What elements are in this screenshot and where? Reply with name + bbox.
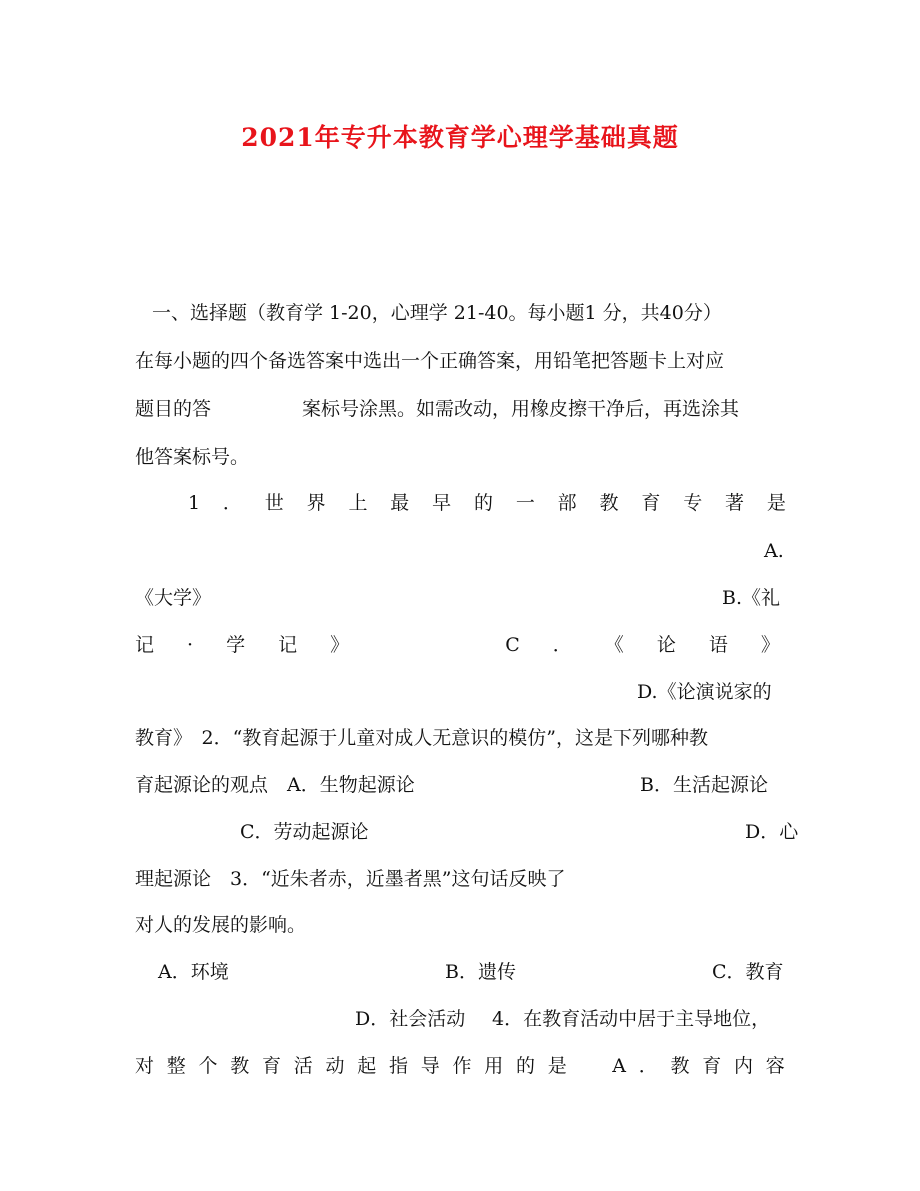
q1-option-a-label: A. — [764, 540, 784, 562]
q1-char: 部 — [557, 492, 577, 514]
section-instructions-line-4: 他答案标号。 — [135, 446, 250, 468]
q1-opt-char: 记 — [135, 634, 155, 656]
q4-char: 对 — [135, 1055, 155, 1077]
section-instructions-line-3a: 题目的答 — [135, 398, 212, 420]
q1-char: 最 — [390, 492, 410, 514]
q1-char: 是 — [766, 492, 786, 514]
q4-char: 的 — [516, 1055, 536, 1077]
q4-char: ． — [638, 1055, 658, 1077]
spacer — [382, 632, 472, 658]
q1-opt-char: 《 — [604, 634, 624, 656]
q4-char: 内 — [733, 1055, 753, 1077]
q4-char: 整 — [166, 1055, 186, 1077]
q1-opt-char: 》 — [330, 634, 350, 656]
q4-char: 容 — [765, 1055, 785, 1077]
q4-char: 起 — [357, 1055, 377, 1077]
section-instructions-line-3b: 案标号涂黑。如需改动，用橡皮擦干净后，再选涂其 — [302, 398, 740, 420]
q4-line-1: 4．在教育活动中居于主导地位， — [492, 1008, 771, 1030]
q1-char: 上 — [348, 492, 368, 514]
q1-char: 世 — [264, 492, 284, 514]
q1-char: 育 — [641, 492, 661, 514]
q1-opt-char: ． — [552, 634, 572, 656]
document-title: 2021年专升本教育学心理学基础真题 — [241, 123, 679, 152]
q2-line-2a: 育起源论的观点 A．生物起源论 — [135, 774, 415, 796]
section-instructions-line-2: 在每小题的四个备选答案中选出一个正确答案，用铅笔把答题卡上对应 — [135, 350, 725, 372]
q1-option-a-text: 《大学》 — [135, 587, 212, 609]
question-1-stem — [188, 490, 786, 516]
q4-char: 教 — [230, 1055, 250, 1077]
q4-char: 是 — [547, 1055, 567, 1077]
q4-char: 教 — [670, 1055, 690, 1077]
q4-char: 用 — [484, 1055, 504, 1077]
q3-option-c: C．教育 — [712, 961, 784, 983]
q1-option-b-start: B.《礼 — [722, 587, 781, 609]
q1-option-d-start: D.《论演说家的 — [637, 681, 772, 703]
q4-char: 指 — [389, 1055, 409, 1077]
q1-char: 一 — [515, 492, 535, 514]
q1-char: 界 — [306, 492, 326, 514]
q4-char: 活 — [293, 1055, 313, 1077]
q4-char: A — [612, 1055, 626, 1077]
q3-line-2: 对人的发展的影响。 — [135, 914, 307, 936]
q1-opt-char: 记 — [278, 634, 298, 656]
q2-option-d-start: D．心 — [745, 821, 799, 843]
q1-char: 专 — [683, 492, 703, 514]
q4-char: 个 — [198, 1055, 218, 1077]
q1-opt-char: 》 — [760, 634, 780, 656]
q1-char: 早 — [432, 492, 452, 514]
q3-line-1: 理起源论 3．“近朱者赤，近墨者黑”这句话反映了 — [135, 868, 566, 890]
q1-opt-char: · — [187, 634, 194, 656]
q1-opt-char: C — [505, 634, 520, 656]
q1-char: 著 — [725, 492, 745, 514]
q4-char: 育 — [262, 1055, 282, 1077]
q1-char: 教 — [599, 492, 619, 514]
q3-option-a: A．环境 — [158, 961, 229, 983]
q1-char: 1 — [188, 492, 201, 514]
q2-line-1: 教育》 2．“教育起源于儿童对成人无意识的模仿”，这是下列哪种教 — [135, 727, 709, 749]
q4-char: 作 — [452, 1055, 472, 1077]
q4-char: 导 — [420, 1055, 440, 1077]
q3-option-d: D．社会活动 — [355, 1008, 466, 1030]
q1-opt-char: 语 — [708, 634, 728, 656]
q4-line-2 — [135, 1053, 785, 1079]
q1-opt-char: 学 — [226, 634, 246, 656]
q1-char: 的 — [473, 492, 493, 514]
spacer — [580, 1053, 600, 1079]
q1-opt-char: 论 — [656, 634, 676, 656]
q1-options-line — [135, 632, 780, 658]
q4-char: 育 — [702, 1055, 722, 1077]
q2-option-c: C．劳动起源论 — [240, 821, 369, 843]
q4-char: 动 — [325, 1055, 345, 1077]
q1-char: ． — [222, 492, 242, 514]
q2-option-b: B．生活起源论 — [640, 774, 768, 796]
q3-option-b: B．遗传 — [445, 961, 516, 983]
section-instructions-line-1: 一、选择题（教育学 1-20，心理学 21-40。每小题1 分，共40分） — [152, 302, 722, 324]
